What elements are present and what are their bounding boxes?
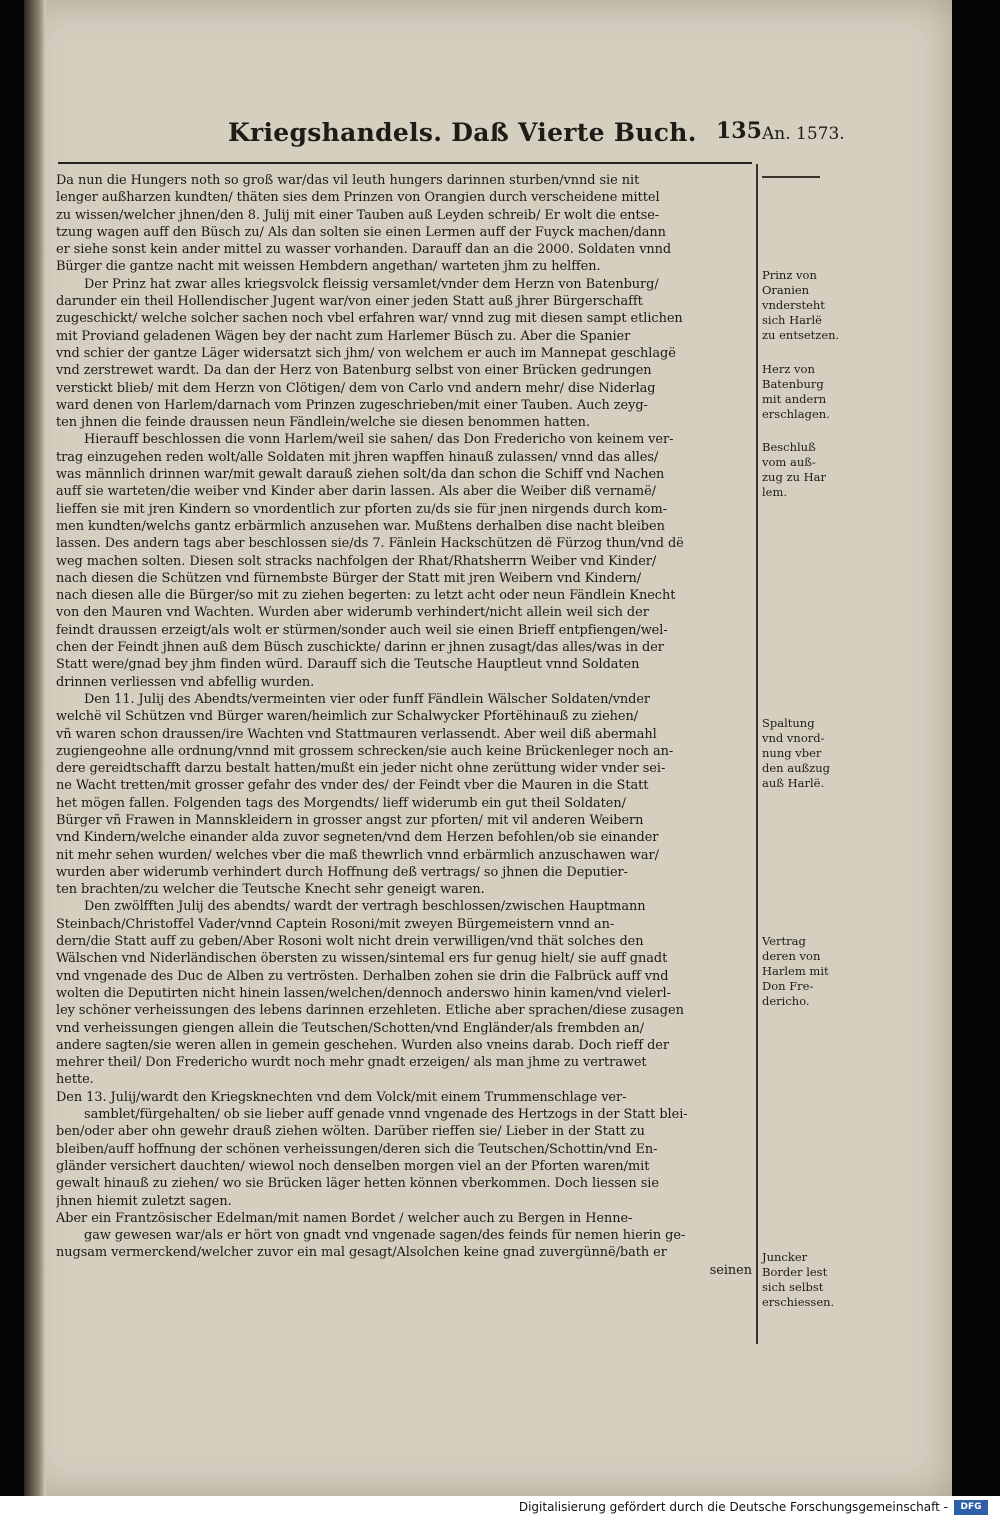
margin-note-line: Vertrag — [762, 934, 806, 948]
body-line: was männlich drinnen war/mit gewalt darauß ziehen solt/da dan schon die Schiff vnd Nachen — [56, 467, 665, 483]
body-line: lenger außharzen kundten/ thäten sies dem Prinzen von Orangien durch verscheidene mittel — [56, 190, 660, 206]
margin-note-line: erschlagen. — [762, 407, 830, 421]
body-line: verstickt blieb/ mit dem Herzn von Clötigen/ dem von Carlo vnd andern mehr/ dise Niderlag — [56, 380, 656, 396]
body-line: lassen. Des andern tags aber beschlossen sie/ds 7. Fänlein Hackschützen dë Fürzog thun/vnd dë — [56, 536, 684, 552]
body-line: Bürger vñ Frawen in Mannskleidern in grosser angst zur pforten/ mit vil anderen Weibern — [56, 812, 644, 828]
year-margin-note: An. 1573. — [762, 124, 845, 144]
body-line: tzung wagen auff den Büsch zu/ Als dan solten sie einen Lermen auff der Fuyck machen/dann — [56, 224, 666, 240]
margin-note-line: zug zu Har — [762, 470, 826, 484]
body-line: vnd schier der gantze Läger widersatzt sich jhm/ von welchem er auch im Mannepat geschlagë — [56, 345, 676, 361]
margin-note-4 — [762, 716, 832, 791]
body-line: drinnen verliessen vnd abfellig wurden. — [56, 674, 315, 690]
body-line: Den 11. Julij des Abendts/vermeinten vier oder funff Fändlein Wälscher Soldaten/vnder — [84, 691, 651, 707]
margin-note-line: Oranien — [762, 283, 810, 297]
margin-note-line: vnd vnord- — [762, 731, 825, 745]
margin-column-rule — [756, 164, 758, 1344]
body-line: samblet/fürgehalten/ ob sie lieber auff genade vnnd vngenade des Hertzogs in der Statt blei- — [84, 1107, 688, 1123]
body-line: nach diesen alle die Bürger/so mit zu ziehen begerten: zu letzt acht oder neun Fändlein Knecht — [56, 588, 676, 604]
body-line: auff sie warteten/die weiber vnd Kinder aber darin lassen. Als aber die Weiber diß vernamë/ — [56, 484, 656, 500]
margin-note-line: mit andern — [762, 392, 827, 406]
body-line: men kundten/welchs gantz erbärmlich anzusehen war. Mußtens derhalben dise nacht bleiben — [56, 518, 665, 534]
body-line: jhnen hiemit zuletzt sagen. — [56, 1193, 232, 1209]
body-line: gewalt hinauß zu ziehen/ wo sie Brücken läger hetten können vberkommen. Doch liessen sie — [56, 1176, 659, 1192]
footer-bar — [0, 1496, 1000, 1521]
page-gutter-shadow — [24, 0, 46, 1496]
body-line: vnd vngenade des Duc de Alben zu vertrösten. Derhalben zohen sie drin die Falbrück auff vnd — [56, 968, 669, 984]
running-head-title: Kriegshandels. Daß Vierte Buch. — [228, 118, 697, 147]
body-line: ten jhnen die feinde draussen neun Fändlein/welche sie diesen benommen hatten. — [56, 415, 590, 431]
body-line: zu wissen/welcher jhnen/den 8. Julij mit einer Tauben auß Leyden schreib/ Er wolt die entse- — [56, 207, 660, 223]
body-line: vnd zerstrewet wardt. Da dan der Herz von Batenburg selbst von einer Brücken gedrungen — [56, 363, 652, 379]
body-line: vñ waren schon draussen/ire Wachten vnd Stattmauren verlassendt. Aber weil diß abermahl — [56, 726, 657, 742]
body-line: nach diesen die Schützen vnd fürnembste Bürger der Statt mit jren Weibern vnd Kindern/ — [56, 570, 642, 586]
body-line: Den zwölfften Julij des abendts/ wardt der vertragh beschlossen/zwischen Hauptmann — [84, 899, 646, 915]
body-line: het mögen fallen. Folgenden tags des Morgendts/ lieff widerumb ein gut theil Soldaten/ — [56, 795, 626, 811]
body-line: nugsam vermerckend/welcher zuvor ein mal gesagt/Alsolchen keine gnad zuvergünnë/bath er — [56, 1245, 667, 1261]
body-line: wurden aber widerumb verhindert durch Hoffnung deß vertrags/ so jhnen die Deputier- — [56, 864, 628, 880]
body-line: Bürger die gantze nacht mit weissen Hembdern angethan/ warteten jhm zu helffen. — [56, 259, 601, 275]
body-line: Aber ein Frantzösischer Edelman/mit namen Bordet / welcher auch zu Bergen in Henne- — [56, 1210, 633, 1226]
body-line: seinen — [709, 1262, 752, 1278]
margin-note-line: Border lest — [762, 1265, 828, 1279]
page-number: 135 — [716, 118, 762, 144]
body-line: trag einzugehen reden wolt/alle Soldaten mit jhren wapffen hinauß zulassen/ vnnd das alles/ — [56, 449, 659, 465]
body-line: Der Prinz hat zwar alles kriegsvolck fleissig versamlet/vnder dem Herzn von Batenburg/ — [84, 276, 659, 292]
body-line: ley schöner verheissungen des lebens darinnen erzehleten. Etliche aber sprachen/diese zusagen — [56, 1003, 684, 1019]
body-line: dere gereidtschafft darzu bestalt hatten/mußt ein jeder nicht ohne zerüttung wider vnder sei- — [56, 761, 666, 777]
body-line: ben/oder aber ohn gewehr drauß ziehen wölten. Darüber rieffen sie/ Lieber in der Statt zu — [56, 1124, 645, 1140]
body-line: zugeschickt/ welche solcher sachen noch vbel erfahren war/ vnnd zug mit diesen sampt etlichen — [56, 311, 683, 327]
body-line: bleiben/auff hoffnung der schönen verheissungen/deren sich die Teutschen/Schottin/vnd En- — [56, 1141, 658, 1157]
dfg-logo: DFG — [954, 1500, 988, 1515]
body-line: mehrer theil/ Don Frederichо wurdt noch mehr gnadt erzeigen/ als man jhme zu vertrawet — [56, 1055, 647, 1071]
body-line: welchë vil Schützen vnd Bürger waren/heimlich zur Schalwycker Pfortëhinauß zu ziehen/ — [56, 709, 639, 725]
margin-note-line: sich Harlë — [762, 313, 822, 327]
body-text-column — [56, 172, 752, 1279]
header-rule — [58, 162, 752, 164]
body-line: zugiengeohne alle ordnung/vnnd mit grossem schrecken/sie auch keine Brückenleger noch an- — [56, 743, 674, 759]
margin-top-rule — [762, 176, 820, 178]
body-line: ne Wacht tretten/mit grosser gefahr des vnder des/ der Feindt vber die Mauren in die Statt — [56, 778, 649, 794]
body-line: Wälschen vnd Niderländischen öbersten zu wissen/sintemal ers fur genug hielt/ sie auff gnadt — [56, 951, 668, 967]
body-line: ten brachten/zu welcher die Teutsche Knecht sehr geneigt waren. — [56, 882, 485, 898]
margin-note-line: deren von — [762, 949, 821, 963]
body-line: weg machen solten. Diesen solt stracks nachfolgen der Rhat/Rhatsherrn Weiber vnd Kinder/ — [56, 553, 657, 569]
margin-note-line: dericho. — [762, 994, 810, 1008]
margin-note-line: Don Fre- — [762, 979, 814, 993]
margin-note-line: Beschluß — [762, 440, 816, 454]
body-line: gländer versichert dauchten/ wiewol noch denselben morgen viel an der Pforten waren/mit — [56, 1158, 650, 1174]
margin-note-line: auß Harlë. — [762, 776, 825, 790]
body-line: vnd Kindern/welche einander alda zuvor segneten/vnd dem Herzen befohlen/ob sie einander — [56, 830, 659, 846]
body-line: Statt were/gnad bey jhm finden würd. Darauff sich die Teutsche Hauptleut vnnd Soldaten — [56, 657, 640, 673]
body-line: gaw gewesen war/als er hört von gnadt vnd vngenade sagen/des feinds für nemen hierin ge- — [84, 1228, 686, 1244]
body-line: feindt draussen erzeigt/als wolt er stürmen/sonder auch weil sie einen Brieff entpfiengen/wel- — [56, 622, 668, 638]
body-line: er siehe sonst kein ander mittel zu wasser vorhanden. Darauff dan an die 2000. Soldaten vnnd — [56, 242, 672, 258]
margin-note-line: Harlem mit — [762, 964, 829, 978]
margin-note-line: nung vber — [762, 746, 822, 760]
body-line: darunder ein theil Hollendischer Jugent war/von einer jeden Statt auß jhrer Bürgerschafft — [56, 294, 643, 310]
body-line: ward denen von Harlem/darnach vom Prinzen zugeschrieben/mit einer Tauben. Auch zeyg- — [56, 397, 648, 413]
body-line: von den Mauren vnd Wachten. Wurden aber widerumb verhindert/nicht allein weil sich der — [56, 605, 649, 621]
body-line: Den 13. Julij/wardt den Kriegsknechten vnd dem Volck/mit einem Trummenschlage ver- — [56, 1089, 627, 1105]
body-line: nit mehr sehen wurden/ welches vber die maß thewrlich vnnd erbärmlich anzuschawen war/ — [56, 847, 659, 863]
margin-note-line: Juncker — [762, 1250, 808, 1264]
body-line: Steinbach/Christoffel Vader/vnnd Captein Rosoni/mit zweyen Bürgemeistern vnnd an- — [56, 916, 615, 932]
margin-note-line: den außzug — [762, 761, 831, 775]
margin-note-3 — [762, 440, 832, 500]
margin-note-line: zu entsetzen. — [762, 328, 840, 342]
margin-note-1 — [762, 268, 840, 343]
margin-note-line: vom auß- — [762, 455, 816, 469]
body-line: Da nun die Hungers noth so groß war/das vil leuth hungers darinnen sturben/vnnd sie nit — [56, 173, 640, 188]
margin-note-line: Herz von — [762, 362, 815, 376]
body-line: mit Proviand geladenen Wägen bey der nacht zum Harlemer Büsch zu. Aber die Spanier — [56, 328, 631, 344]
margin-note-line: lem. — [762, 485, 788, 499]
margin-note-line: Prinz von — [762, 268, 817, 282]
margin-note-line: Spaltung — [762, 716, 815, 730]
margin-note-6 — [762, 1250, 835, 1310]
body-line: andere sagten/sie weren allen in gemein geschehen. Wurden also vneins darab. Doch rieff der — [56, 1037, 669, 1053]
body-line: Hierauff beschlossen die vonn Harlem/weil sie sahen/ das Don Frederichо von keinem ver- — [84, 432, 674, 448]
body-line: dern/die Statt auff zu geben/Aber Rosoni wolt nicht drein verwilligen/vnd thät solches den — [56, 934, 644, 950]
margin-note-line: vndersteht — [762, 298, 825, 312]
body-line: vnd verheissungen giengen allein die Teutschen/Schotten/vnd Engländer/als frembden an/ — [56, 1020, 645, 1036]
body-line: chen der Feindt jhnen auß dem Büsch zuschickte/ darinn er jhnen zusagt/das alles/was in der — [56, 640, 664, 656]
margin-note-line: sich selbst — [762, 1280, 824, 1294]
body-line: hette. — [56, 1072, 94, 1088]
margin-note-line: erschiessen. — [762, 1295, 835, 1309]
funding-credit: Digitalisierung gefördert durch die Deutsche Forschungsgemeinschaft - — [518, 1500, 948, 1514]
body-line: lieffen sie mit jren Kindern so vnordentlich zur pforten zu/ds sie für jnen nirgends durch kom- — [56, 501, 667, 517]
margin-note-line: Batenburg — [762, 377, 824, 391]
body-line: wolten die Deputirten nicht hinein lassen/welchen/dennoch anderswo hinin kamen/vnd vielerl- — [56, 985, 671, 1001]
margin-note-2 — [762, 362, 832, 422]
margin-note-5 — [762, 934, 832, 1009]
